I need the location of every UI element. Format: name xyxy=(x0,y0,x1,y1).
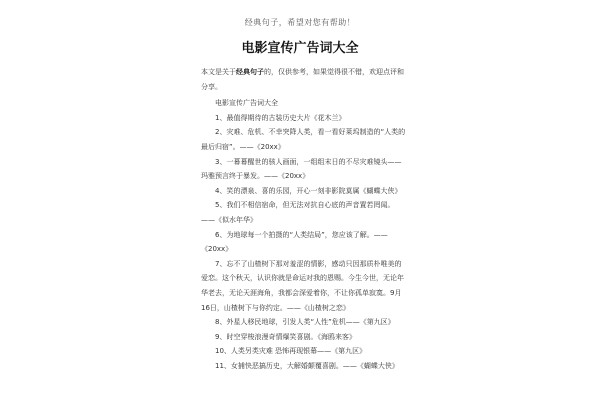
list-item xyxy=(201,315,406,330)
section-subheading: 电影宣传广告词大全 xyxy=(215,99,278,108)
list-item xyxy=(201,155,406,184)
list-item-number: 2、 xyxy=(215,128,227,137)
list-item-text: 最值得期待的古装历史大片《花木兰》 xyxy=(226,113,346,122)
list-item-text: 一幕幕醒世的骇人画面，一组组末日的不尽灾难镜头——玛雅预言终于暴发。——《20xx》 xyxy=(201,157,402,181)
list-item xyxy=(201,125,406,154)
list-item xyxy=(201,330,406,345)
list-item-text: 为地球每一个拍摄的“人类结局”，您应该了解。——《20xx》 xyxy=(201,230,388,254)
list-item-number: 5、 xyxy=(215,201,227,210)
intro-prefix: 本文是关于 xyxy=(201,68,236,76)
list-item xyxy=(201,111,406,126)
list-item xyxy=(201,257,406,315)
list-item xyxy=(201,359,406,374)
list-item-text: 忘不了山楂树下那对羞涩的情影，感动只因那质朴唯美的爱恋。这个秋天，认识你就是命运对我的恩赐。今生今世，无论年华老去，无论天涯海角，我都会深爱着你，不让你孤单寂寞。9月16日，山楂树下与你约定。——《山楂树之恋》 xyxy=(201,259,404,312)
list-item-text: 外星人移民地球，引发人类“人性”危机——《第九区》 xyxy=(226,318,395,327)
document-body xyxy=(201,65,406,373)
intro-keyword: 经典句子 xyxy=(236,68,264,76)
page-title: 电影宣传广告词大全 xyxy=(241,41,359,56)
list-item xyxy=(201,344,406,359)
list-item-number: 9、 xyxy=(215,332,227,341)
list-item-number: 1、 xyxy=(215,113,227,122)
list-item xyxy=(201,184,406,199)
intro-suffix: 的，仅供参考，如果觉得很不错，欢迎点评和分享。 xyxy=(201,68,404,91)
list-item-text: 人类另类灾难 恐怖再现银幕——《第九区》 xyxy=(230,347,367,356)
list-item-number: 10、 xyxy=(215,347,231,356)
list-item-number: 11、 xyxy=(215,361,231,370)
list-item xyxy=(201,198,406,227)
list-item-text: 女捕快恶搞历史，大解婚颠覆喜剧。——《蝴蝶大侠》 xyxy=(230,361,399,370)
intro-paragraph xyxy=(201,65,406,94)
list-item-text: 笑的漂泉、喜的乐园，开心一刻非影院莫属《蝴蝶大侠》 xyxy=(226,186,402,195)
list-item-text: 时空穿梭浪漫奇情爆笑喜剧。《海鸥来客》 xyxy=(226,332,356,341)
list-item-number: 4、 xyxy=(215,186,227,195)
list-item-number: 8、 xyxy=(215,318,227,327)
list-item-number: 6、 xyxy=(215,230,227,239)
list-item xyxy=(201,228,406,257)
header-note: 经典句子，希望对您有帮助！ xyxy=(244,18,356,27)
list-item-text: 我们不相信宿命，但无法对抗自心底的声音置若罔闻。——《似水年华》 xyxy=(201,201,395,224)
list-item-number: 3、 xyxy=(215,157,227,166)
list-item-number: 7、 xyxy=(215,259,227,268)
list-item-text: 灾难、危机、不幸突降人类，看一看好莱坞制造的“人类的最后归宿”。——《20xx》 xyxy=(201,128,406,151)
